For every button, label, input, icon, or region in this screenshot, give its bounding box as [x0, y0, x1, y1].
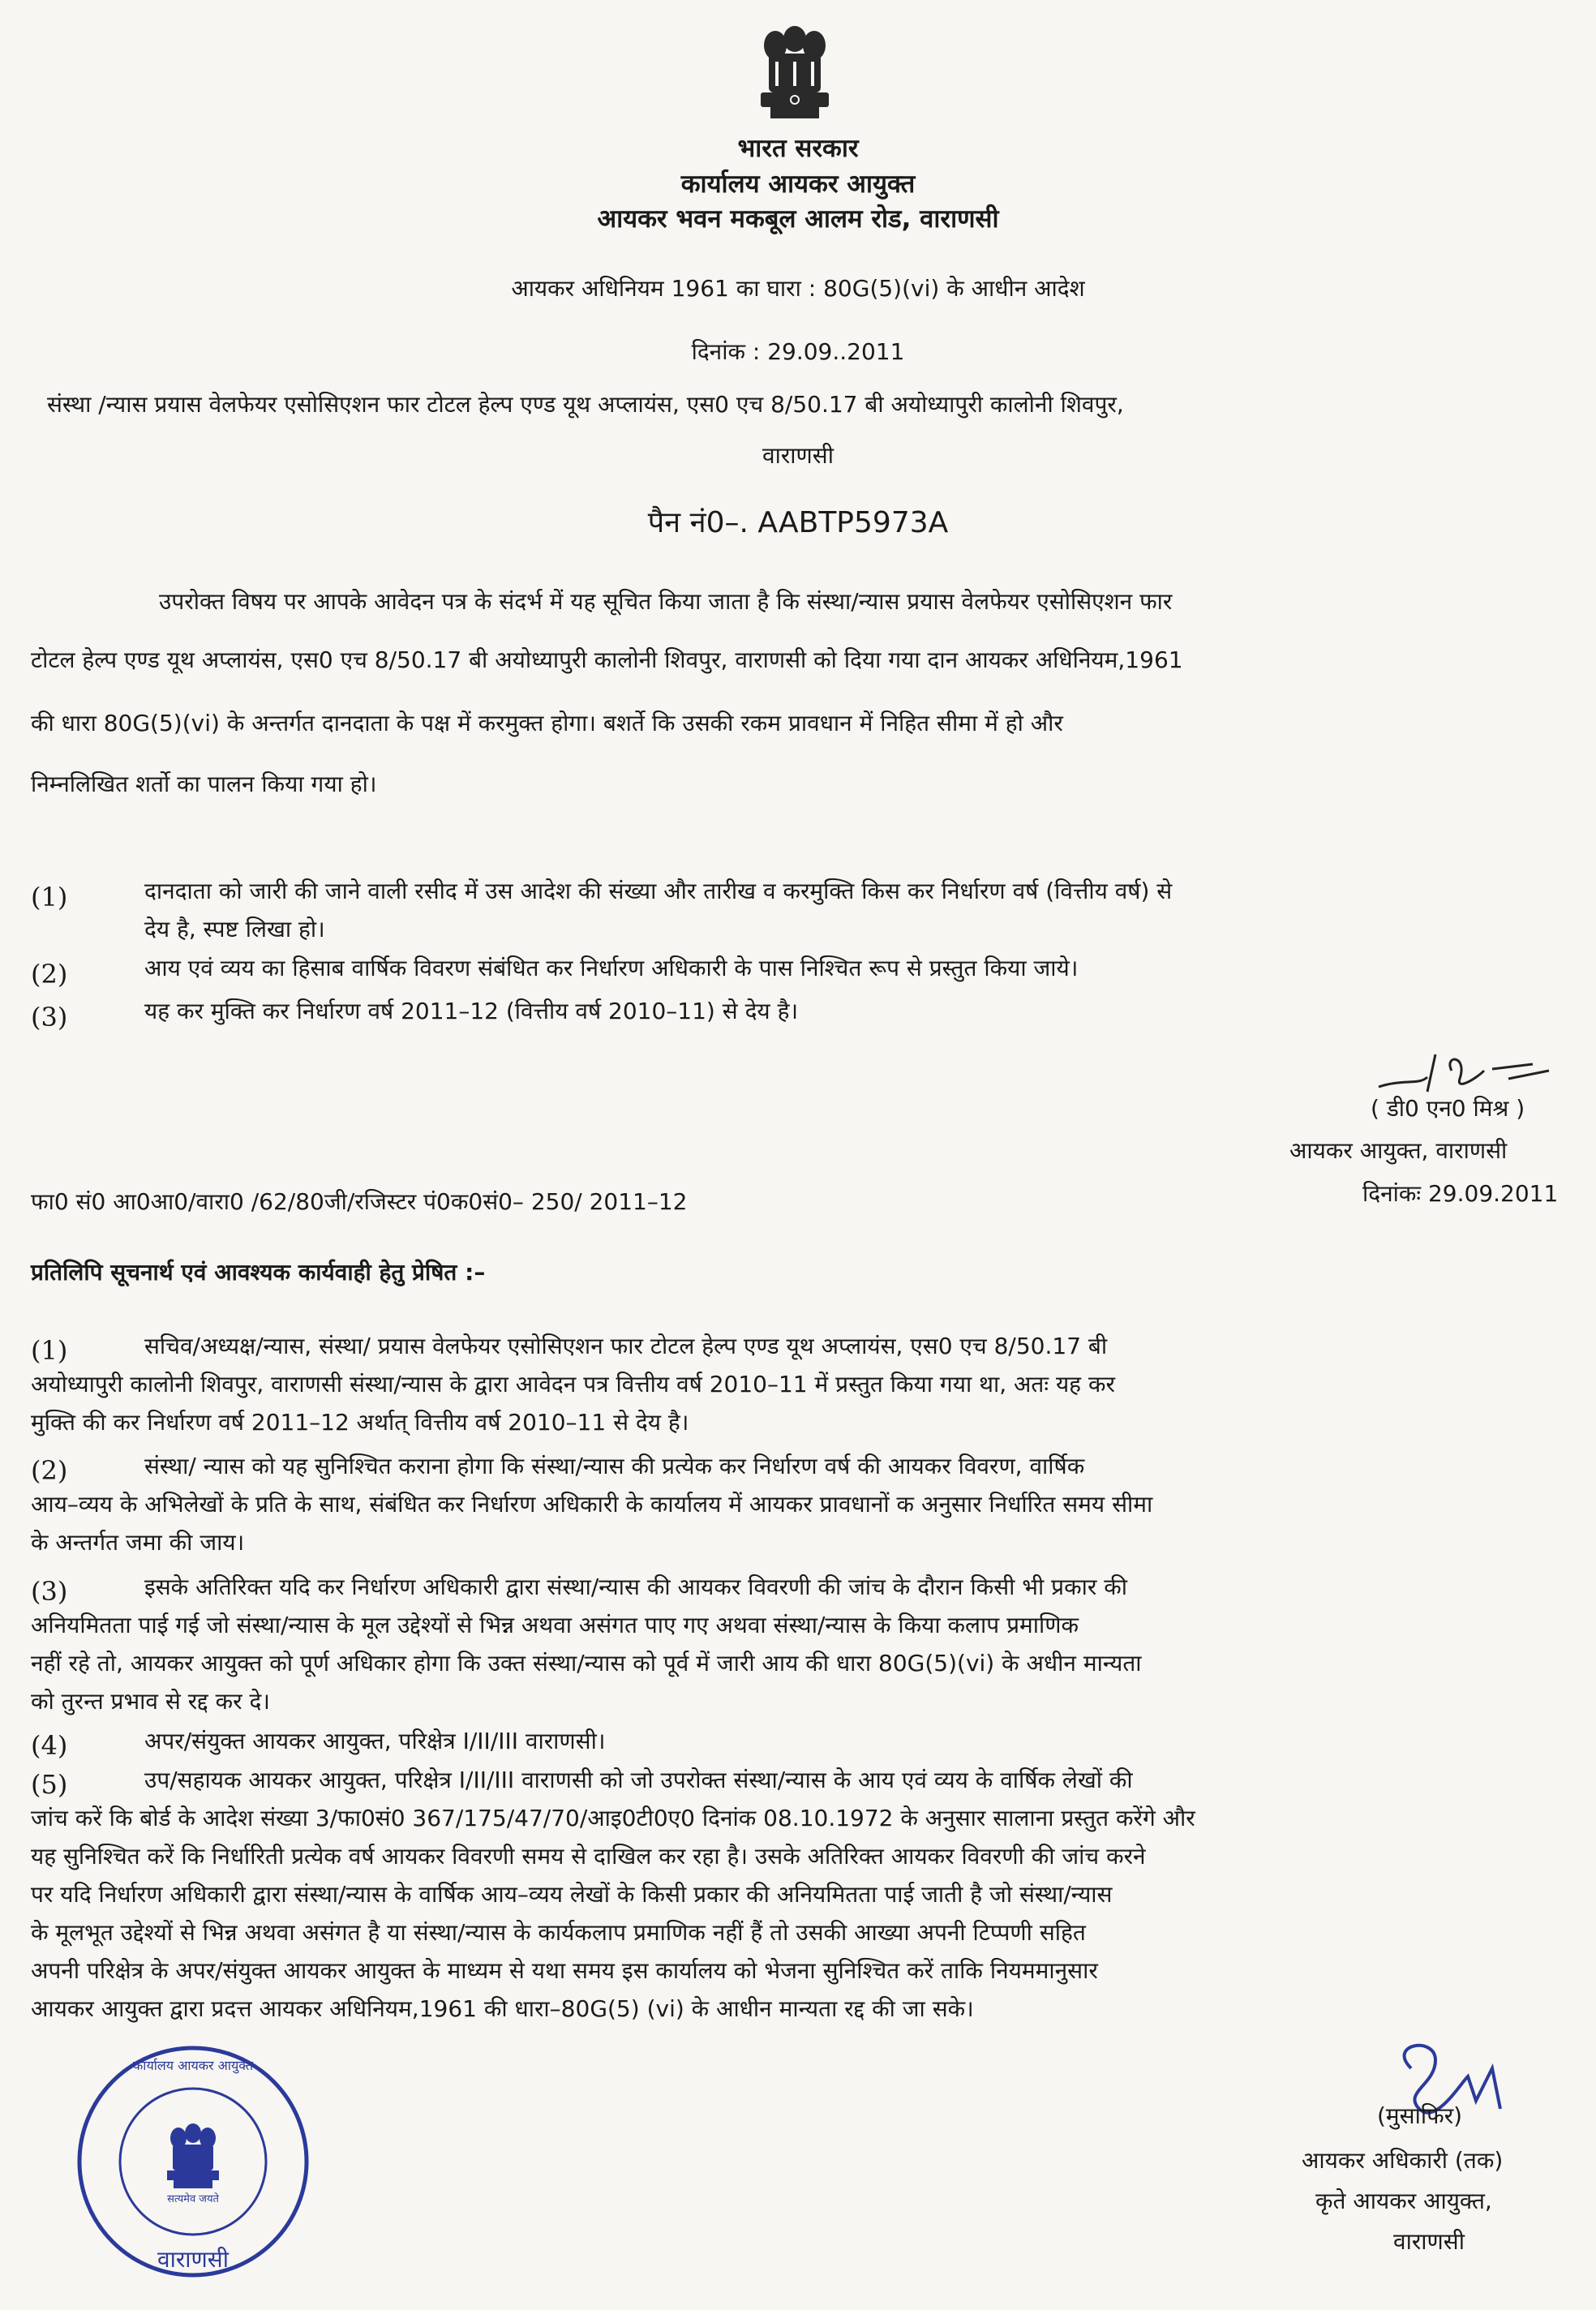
- copy-text: के अन्तर्गत जमा की जाय।: [31, 1529, 245, 1556]
- copy-number: (3): [31, 1576, 68, 1607]
- copy-text: इसके अतिरिक्त यदि कर निर्धारण अधिकारी द्वारा संस्था/न्यास की आयकर विवरणी की जांच के दौरान किसी भी प्रकार की: [144, 1574, 1127, 1600]
- officer-on-behalf: कृते आयकर आयुक्त,: [1315, 2188, 1492, 2214]
- copy-text: आयकर आयुक्त द्वारा प्रदत्त आयकर अधिनियम,1961 की धारा–80G(5) (vi) के आधीन मान्यता रद्द की जा सके।: [31, 1995, 974, 2022]
- copy-text: आय–व्यय के अभिलेखों के प्रति के साथ, संबंधित कर निर्धारण अधिकारी के कार्यालय में आयकर प्रावधानों क अनुसार निर्धारित समय सीमा: [31, 1491, 1153, 1518]
- copy-number: (5): [31, 1769, 68, 1800]
- officer-name: (मुसाफिर): [1377, 2102, 1463, 2129]
- copy-text: अनियमितता पाई गई जो संस्था/न्यास के मूल उद्देश्यों से भिन्न अथवा असंगत पाए गए अथवा संस्था/न्यास के किया कलाप प्रमाणिक: [31, 1612, 1079, 1638]
- order-title: आयकर अधिनियम 1961 का घारा : 80G(5)(vi) के आधीन आदेश: [511, 275, 1085, 302]
- header-office: कार्यालय आयकर आयुक्त: [680, 170, 916, 199]
- office-seal-icon: [71, 2036, 315, 2287]
- copy-text: अयोध्यापुरी कालोनी शिवपुर, वाराणसी संस्था/न्यास के द्वारा आवेदन पत्र वित्तीय वर्ष 2010–11 में प्रस्तुत किया गया था, अतः यह कर: [31, 1371, 1115, 1398]
- signatory-name: ( डी0 एन0 मिश्र ): [1371, 1095, 1525, 1122]
- copy-number: (2): [31, 1455, 68, 1486]
- pan-number: पैन नं0–. AABTP5973A: [647, 506, 949, 539]
- copy-text: जांच करें कि बोर्ड के आदेश संख्या 3/फा0सं0 367/175/47/70/आइ0टी0ए0 दिनांक 08.10.1972 के अनुसार सालाना प्रस्तुत करेंगे और: [31, 1805, 1195, 1831]
- copy-text: पर यदि निर्धारण अधिकारी द्वारा संस्था/न्यास के वार्षिक आय–व्यय लेखों के किसी प्रकार की अनियमितता पाई जाती है जो संस्था/न्यास: [31, 1881, 1113, 1908]
- intro-line-3: की धारा 80G(5)(vi) के अन्तर्गत दानदाता के पक्ष में करमुक्त होगा। बशर्ते कि उसकी रकम प्रावधान में निहित सीमा में हो और: [31, 710, 1063, 736]
- copy-text: अपर/संयुक्त आयकर आयुक्त, परिक्षेत्र I/II/III वाराणसी।: [144, 1728, 606, 1754]
- copy-number: (4): [31, 1730, 68, 1761]
- condition-text: यह कर मुक्ति कर निर्धारण वर्ष 2011–12 (वित्तीय वर्ष 2010–11) से देय है।: [144, 998, 799, 1024]
- header-address: आयकर भवन मकबूल आलम रोड, वाराणसी: [597, 204, 999, 234]
- intro-line-1: उपरोक्त विषय पर आपके आवेदन पत्र के संदर्भ में यह सूचित किया जाता है कि संस्था/न्यास प्रयास वेलफेयर एसोसिएशन फार: [159, 588, 1173, 615]
- copy-text: संस्था/ न्यास को यह सुनिश्चित कराना होगा कि संस्था/न्यास की प्रत्येक कर निर्धारण वर्ष की आयकर विवरण, वार्षिक: [144, 1453, 1085, 1479]
- signatory-designation: आयकर आयुक्त, वाराणसी: [1289, 1137, 1508, 1164]
- copy-text: नहीं रहे तो, आयकर आयुक्त को पूर्ण अधिकार होगा कि उक्त संस्था/न्यास को पूर्व में जारी आय की धारा 80G(5)(vi) के अधीन मान्यता: [31, 1650, 1142, 1677]
- intro-line-4: निम्नलिखित शर्तो का पालन किया गया हो।: [31, 771, 377, 797]
- seal-bottom-text: वाराणसी: [157, 2246, 229, 2273]
- copy-text: अपनी परिक्षेत्र के अपर/संयुक्त आयकर आयुक्त के माध्यम से यथा समय इस कार्यालय को भेजना सुनिश्चित करें ताकि नियममानुसार: [31, 1957, 1098, 1984]
- seal-motto: सत्यमेव जयते: [167, 2193, 219, 2205]
- condition-text: देय है, स्पष्ट लिखा हो।: [144, 916, 325, 942]
- header-govt: भारत सरकार: [737, 134, 859, 163]
- condition-text: दानदाता को जारी की जाने वाली रसीद में उस आदेश की संख्या और तारीख व करमुक्ति किस कर निर्धारण वर्ष (वित्तीय वर्ष) से: [144, 878, 1173, 904]
- ashoka-emblem-icon: [746, 21, 843, 125]
- signatory-date: दिनांकः 29.09.2011: [1362, 1180, 1559, 1207]
- officer-city: वाराणसी: [1393, 2228, 1465, 2255]
- officer-designation: आयकर अधिकारी (तक): [1302, 2147, 1504, 2174]
- org-line-2: वाराणसी: [762, 442, 834, 469]
- intro-line-2: टोटल हेल्प एण्ड यूथ अप्लायंस, एस0 एच 8/50.17 बी अयोध्यापुरी कालोनी शिवपुर, वाराणसी को दिया गया दान आयकर अधिनियम,1961: [31, 646, 1183, 673]
- order-date: दिनांक : 29.09..2011: [691, 338, 905, 365]
- copy-text: को तुरन्त प्रभाव से रद्द कर दे।: [31, 1688, 270, 1715]
- condition-number: (3): [31, 1002, 68, 1033]
- copy-number: (1): [31, 1335, 68, 1366]
- copy-heading: प्रतिलिपि सूचनार्थ एवं आवश्यक कार्यवाही हेतु प्रेषित :–: [31, 1259, 486, 1286]
- org-line-1: संस्था /न्यास प्रयास वेलफेयर एसोसिएशन फार टोटल हेल्प एण्ड यूथ अप्लायंस, एस0 एच 8/50.17 बी अयोध्यापुरी कालोनी शिवपुर,: [47, 391, 1124, 418]
- copy-text: उप/सहायक आयकर आयुक्त, परिक्षेत्र I/II/III वाराणसी को जो उपरोक्त संस्था/न्यास के आय एवं व्यय के वार्षिक लेखों की: [144, 1767, 1133, 1793]
- copy-text: सचिव/अध्यक्ष/न्यास, संस्था/ प्रयास वेलफेयर एसोसिएशन फार टोटल हेल्प एण्ड यूथ अप्लायंस, एस0 एच 8/50.17 बी: [144, 1333, 1108, 1359]
- condition-number: (2): [31, 959, 68, 990]
- copy-text: मुक्ति की कर निर्धारण वर्ष 2011–12 अर्थात् वित्तीय वर्ष 2010–11 से देय है।: [31, 1409, 689, 1436]
- file-number: फा0 सं0 आ0आ0/वारा0 /62/80जी/रजिस्टर पं0क0सं0– 250/ 2011–12: [31, 1188, 688, 1215]
- copy-text: के मूलभूत उद्देश्यों से भिन्न अथवा असंगत है या संस्था/न्यास के कार्यकलाप प्रमाणिक नहीं हैं तो उसकी आख्या अपनी टिप्पणी सहित: [31, 1919, 1086, 1946]
- seal-top-text: कार्यालय आयकर आयुक्त: [133, 2058, 253, 2073]
- copy-text: यह सुनिश्चित करें कि निर्धारिती प्रत्येक वर्ष आयकर विवरणी समय से दाखिल कर रहा है। उसके अतिरिक्त आयकर विवरणी की जांच करने: [31, 1843, 1146, 1870]
- condition-number: (1): [31, 882, 68, 912]
- condition-text: आय एवं व्यय का हिसाब वार्षिक विवरण संबंधित कर निर्धारण अधिकारी के पास निश्चित रूप से प्रस्तुत किया जाये।: [144, 955, 1079, 981]
